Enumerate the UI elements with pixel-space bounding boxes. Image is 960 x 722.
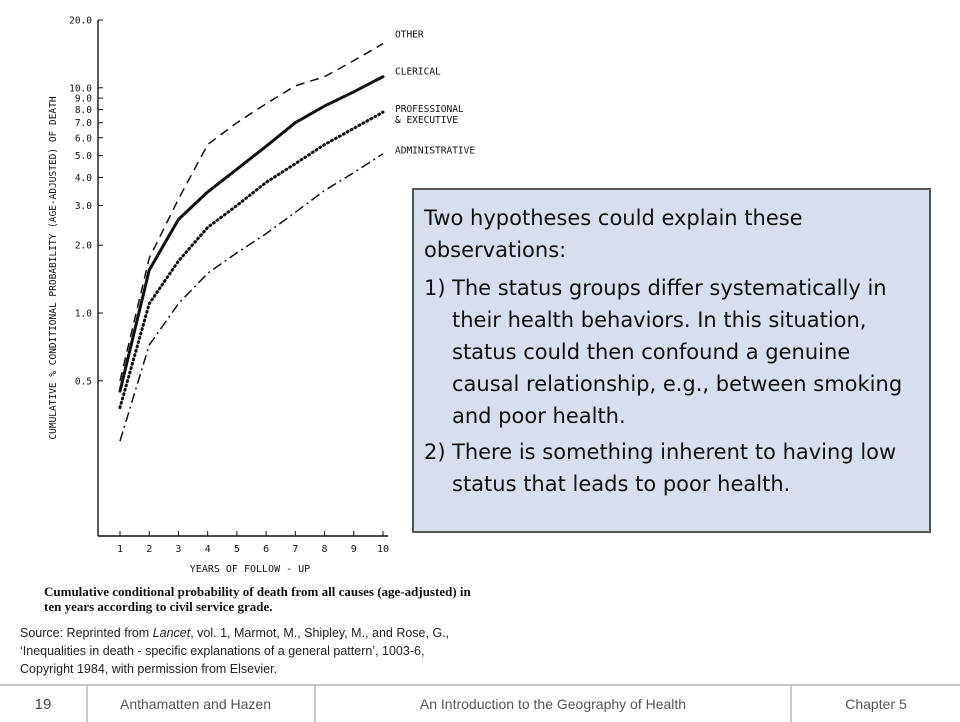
hypothesis-text: The status groups differ systematically in their health behaviors. In this situation, status could then confound a genuine causal relationship, e.g., between smoking and poor health.	[452, 276, 903, 428]
x-tick-label: 8	[321, 544, 328, 555]
y-tick-label: 8.0	[74, 105, 92, 117]
hypothesis-number: 2)	[424, 440, 446, 464]
source-citation	[20, 624, 480, 678]
y-tick-label: 0.5	[74, 376, 92, 388]
page-number: 19	[34, 695, 52, 713]
hypothesis-item	[424, 436, 915, 500]
y-axis-label: CUMULATIVE % CONDITIONAL PROBABILITY (AGE-ADJUSTED) OF DEATH	[48, 96, 59, 440]
chart-series	[120, 44, 383, 441]
x-tick-label: 6	[263, 544, 270, 555]
legend-label-administrative: ADMINISTRATIVE	[395, 145, 476, 157]
x-tick-label: 4	[204, 544, 211, 555]
legend-label-other: OTHER	[395, 29, 424, 41]
series-line-administrative	[120, 154, 383, 441]
source-journal: Lancet	[152, 626, 191, 640]
hypothesis-item	[424, 272, 915, 432]
legend-label-professional-executive: PROFESSIONAL & EXECUTIVE	[395, 104, 464, 127]
hypothesis-text: There is something inherent to having low status that leads to poor health.	[452, 440, 897, 496]
slide-footer	[0, 684, 960, 722]
chart-caption: Cumulative conditional probability of death from all causes (age-adjusted) in ten years according to civil service grade.	[44, 584, 471, 614]
x-tick-label: 3	[175, 544, 182, 555]
x-tick-label: 5	[233, 544, 240, 555]
series-line-clerical	[120, 77, 383, 391]
y-tick-label: 9.0	[74, 93, 92, 105]
hypotheses-box	[412, 188, 931, 533]
y-tick-label: 5.0	[74, 151, 92, 163]
hypothesis-number: 1)	[424, 276, 446, 300]
y-tick-label: 6.0	[74, 133, 92, 145]
y-tick-label: 10.0	[69, 83, 92, 95]
source-prefix: Source: Reprinted from	[20, 626, 153, 640]
footer-authors: Anthamatten and Hazen	[86, 686, 314, 722]
legend-label-clerical: CLERICAL	[395, 66, 441, 78]
x-tick-label: 2	[146, 544, 153, 555]
footer-book-title: An Introduction to the Geography of Health	[314, 686, 790, 722]
footer-chapter: Chapter 5	[790, 686, 960, 722]
x-tick-label: 9	[350, 544, 357, 555]
chart-legend	[395, 30, 475, 157]
x-tick-label: 1	[116, 544, 124, 555]
y-tick-label: 3.0	[74, 201, 92, 213]
y-tick-label: 4.0	[74, 172, 92, 184]
y-tick-label: 7.0	[74, 118, 92, 130]
y-tick-label: 20.0	[69, 15, 92, 27]
x-axis-label: YEARS OF FOLLOW - UP	[189, 564, 311, 575]
x-tick-label: 10	[376, 544, 390, 555]
y-tick-label: 1.0	[74, 308, 92, 320]
hypotheses-intro: Two hypotheses could explain these observations:	[424, 206, 803, 262]
y-tick-label: 2.0	[74, 240, 92, 252]
series-line-other	[120, 44, 383, 381]
source-rest: , vol. 1, Marmot, M., Shipley, M., and Rose, G., ‘Inequalities in death - specific explanations of a general pattern’, 1003-6, Copyright 1984, with permission from Elsevier.	[20, 626, 450, 676]
x-tick-label: 7	[292, 544, 299, 555]
